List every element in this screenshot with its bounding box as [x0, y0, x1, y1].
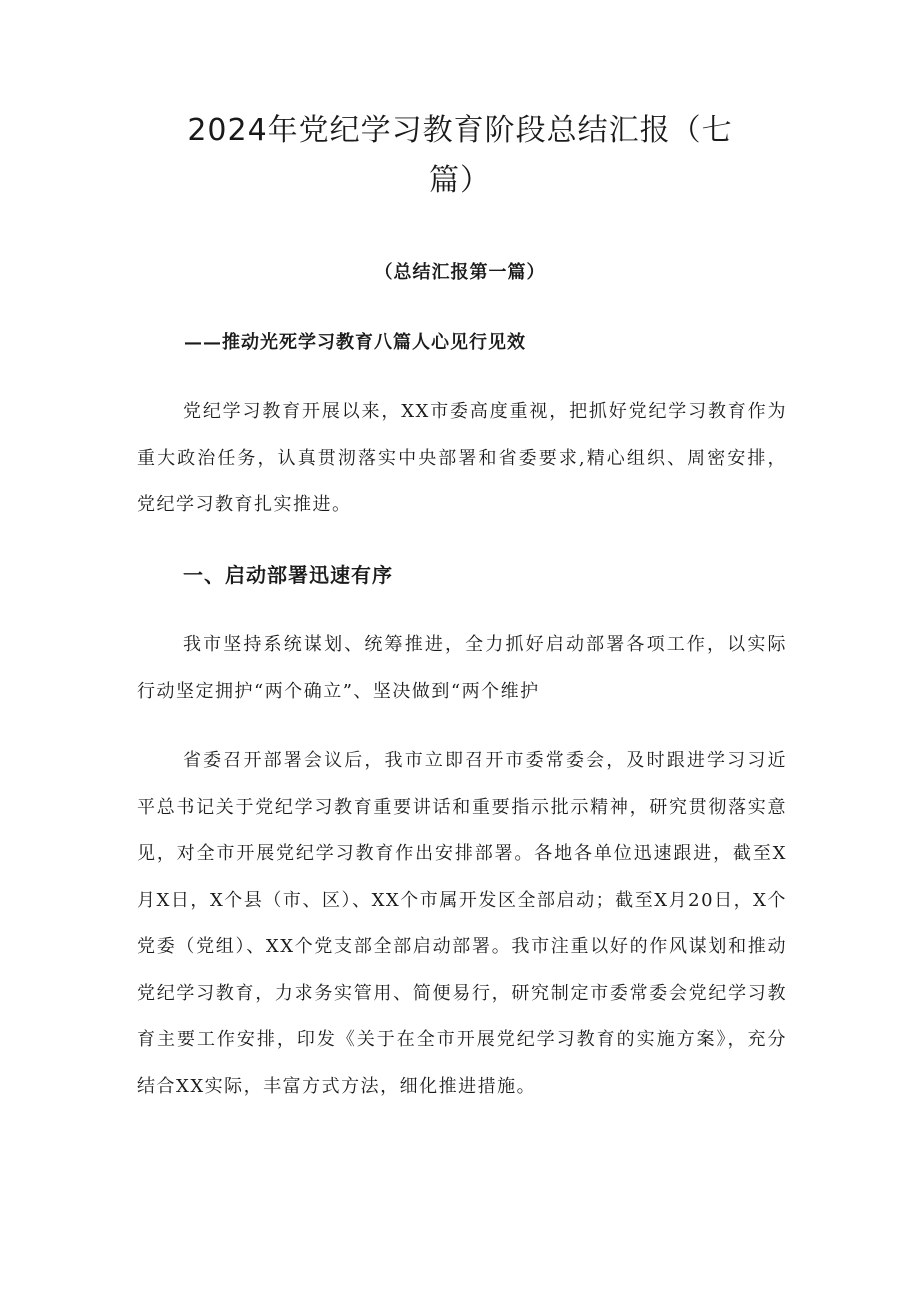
paragraph-intro: 党纪学习教育开展以来，XX市委高度重视，把抓好党纪学习教育作为重大政治任务，认真贯沏落实中央部署和省委要求,精心组织、周密安排，党纪学习教育扎实推进。 — [137, 401, 787, 515]
paragraph-details: 省委召开部署会议后，我市立即召开市委常委会，及时跟进学习习近平总书记关于党纪学习教育重要讲话和重要指示批示精神，研究贯彻落实意见，对全市开展党纪学习教育作出安排部署。各地各单位迅速跟进，截至X月X日，X个县（市、区）、XX个市属开发区全部启动；截至X月20日，X个党委（党组）、XX个党支部全部启动部署。我市注重以好的作风谋划和推动党纪学习教育，力求务实管用、简便易行，研究制定市委常委会党纪学习教育主要工作安排，印发《关于在全市开展党纪学习教育的实施方案》，充分结合XX实际，丰富方式方法，细化推进措施。 — [137, 750, 787, 1097]
paragraph-deployment: 我市坚持系统谋划、统筹推进，全力抓好启动部署各项工作，以实际行动坚定拥护“两个确立”、坚决做到“两个维护 — [137, 634, 787, 702]
topic-line: ——推动光死学习教育八篇人心见行见效 — [184, 332, 526, 353]
section-heading: 一、启动部署迅速有序 — [183, 563, 393, 587]
document-title-line-1: 2024年党纪学习教育阶段总结汇报（七 — [187, 113, 733, 148]
document-title-line-2: 篇） — [429, 163, 491, 198]
section-subtitle: （总结汇报第一篇） — [374, 262, 546, 283]
